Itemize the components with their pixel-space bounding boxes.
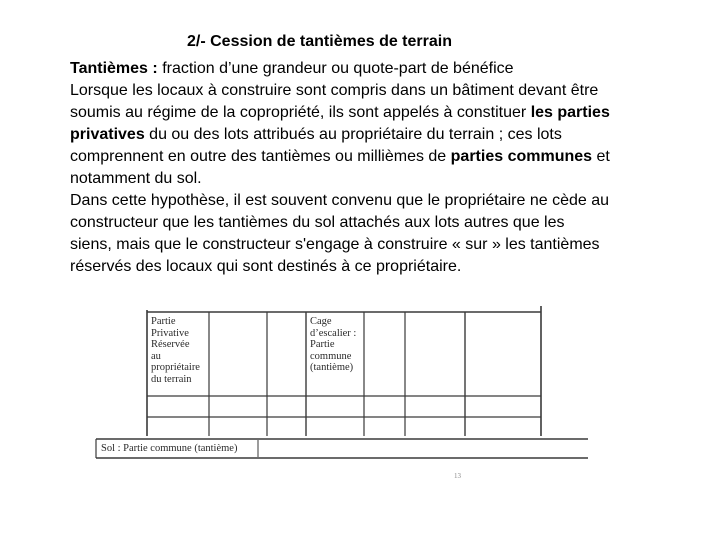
paragraph2-line3: siens, mais que le constructeur s'engage à construire « sur » les tantièmes	[70, 236, 600, 253]
paragraph2-line1: Dans cette hypothèse, il est souvent convenu que le propriétaire ne cède au	[70, 192, 610, 209]
paragraph1-line4-end: et	[592, 148, 610, 165]
private-part-label-line: au	[151, 350, 161, 362]
page-number: 13	[454, 472, 461, 480]
emphasis-parties: les parties	[530, 104, 610, 121]
private-part-label-line: Partie	[151, 316, 176, 327]
paragraph1-line3-text: du ou des lots attribués au propriétaire du terrain ; ces lots	[144, 126, 562, 143]
paragraph1-line5: notamment du sol.	[70, 170, 202, 187]
paragraph2-line4: réservés des locaux qui sont destinés à ce propriétaire.	[70, 258, 462, 275]
stairwell-label-line: Partie	[310, 339, 335, 350]
private-part-label-line: du terrain	[151, 373, 192, 385]
stairwell-label-line: Cage	[310, 316, 332, 327]
paragraph2-line2: constructeur que les tantièmes du sol attachés aux lots autres que les	[70, 214, 565, 231]
slide-title: 2/- Cession de tantièmes de terrain	[187, 33, 452, 50]
emphasis-parties-communes: parties communes	[450, 148, 593, 165]
private-part-label-line: Réservée	[151, 339, 190, 350]
emphasis-privatives: privatives	[70, 126, 145, 143]
paragraph1-line4-text: comprennent en outre des tantièmes ou millièmes de	[70, 148, 451, 165]
private-part-label-line: propriétaire	[151, 362, 200, 373]
stairwell-label-line: commune	[310, 350, 352, 362]
paragraph1-line1: Lorsque les locaux à construire sont compris dans un bâtiment devant être	[70, 82, 599, 99]
stairwell-label-line: d’escalier :	[310, 327, 357, 339]
private-part-label-line: Privative	[151, 327, 189, 339]
ground-label: Sol : Partie commune (tantième)	[101, 443, 238, 454]
definition-term: Tantièmes :	[70, 60, 158, 77]
private-part-label	[151, 316, 200, 385]
definition-text: fraction d’une grandeur ou quote-part de bénéfice	[162, 60, 514, 77]
stairwell-label-line: (tantième)	[310, 362, 354, 373]
paragraph1-line2-text: soumis au régime de la copropriété, ils sont appelés à constituer	[70, 104, 531, 121]
stairwell-label	[310, 316, 356, 374]
